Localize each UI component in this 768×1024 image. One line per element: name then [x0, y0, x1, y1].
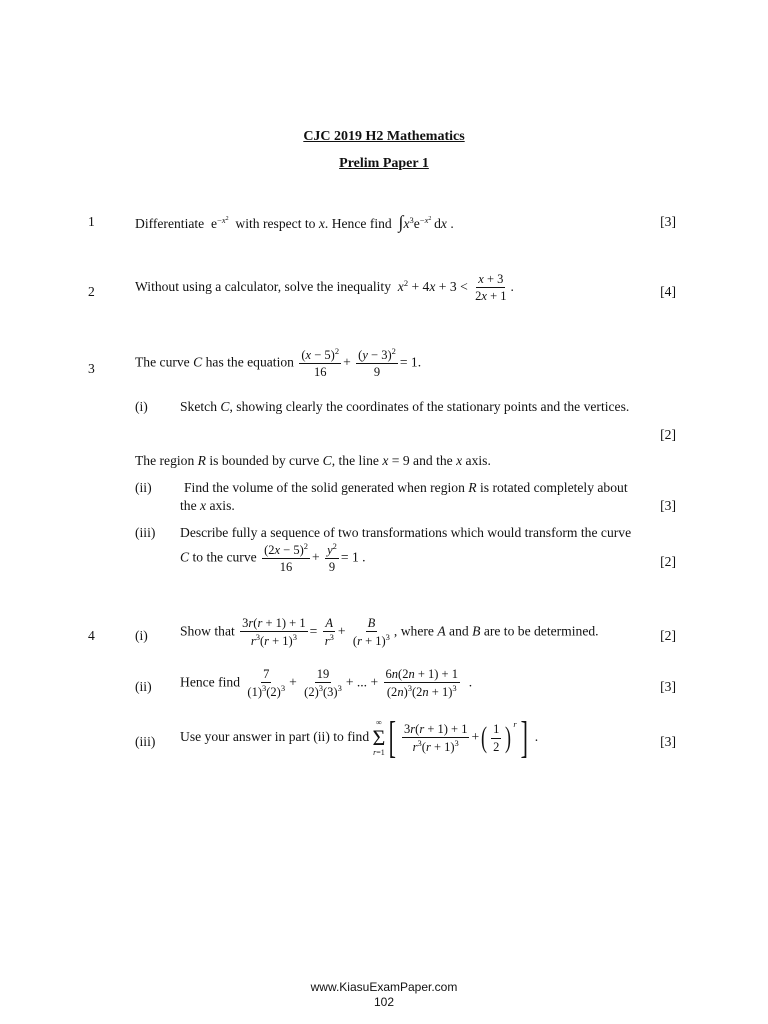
question-4-part-iii-text: Use your answer in part (ii) to find ∞ Σ r=1 [ $\frac{3r(r + 1) + 1}{r^3(r + 1)^3}$ +( $\frac{1}{2}$ ) $^r$] . [180, 713, 539, 762]
question-3-text: The curve C has the equation $\frac{(x - 5)^2}{16}$ + $\frac{(y - 3)^2}{9}$ = 1. [135, 346, 422, 380]
question-3-part-iii-marks: [2] [660, 554, 676, 569]
question-4-part-ii-label: (ii) [135, 679, 152, 694]
question-3-part-i-marks: [2] [660, 427, 676, 442]
question-1-number: 1 [88, 214, 95, 229]
question-4-part-iii-marks: [3] [660, 734, 676, 749]
footer-website: www.KiasuExamPaper.com [310, 980, 458, 994]
question-4-part-i-marks: [2] [660, 628, 676, 643]
question-3-part-i-text: Sketch C, showing clearly the coordinates of the stationary points and the vertices. [180, 399, 630, 414]
question-4-part-iii-label: (iii) [135, 734, 156, 749]
question-3-part-ii-text-cont: the x axis. [180, 498, 235, 513]
question-4-part-ii-text: Hence find $\frac{7}{(1)^3(2)^3}$ + $\frac{19}{(2)^3(3)^3}$ + ... + $\frac{6n(2n + 1) + 1}{(2n)^3(2n + 1)^3}$ . [180, 667, 473, 700]
question-3-part-iii-label: (iii) [135, 525, 156, 540]
question-1-text: Differentiate $e^{-x^2}$ with respect to x. Hence find $\int x^3e^{-x^2}$ dx . [135, 212, 454, 232]
paper-title: CJC 2019 H2 Mathematics [303, 129, 465, 144]
question-3-part-iii-equation: C to the curve $\frac{(2x - 5)^2}{16}$ + $\frac{y^2}{9}$ = 1 . [180, 541, 366, 575]
question-3-part-iii-text: Describe fully a sequence of two transformations which would transform the curve [180, 525, 632, 540]
question-4-part-i-label: (i) [135, 628, 148, 643]
question-4-part-ii-marks: [3] [660, 679, 676, 694]
question-2-marks: [4] [660, 284, 676, 299]
question-3-part-ii-marks: [3] [660, 498, 676, 513]
question-3-number: 3 [88, 361, 95, 376]
question-2-number: 2 [88, 284, 95, 299]
paper-subtitle: Prelim Paper 1 [339, 156, 429, 171]
page-number: 102 [373, 995, 395, 1009]
question-4-number: 4 [88, 628, 95, 643]
question-3-part-ii-label: (ii) [135, 480, 152, 495]
question-3-part-i-label: (i) [135, 399, 148, 414]
question-1-marks: [3] [660, 214, 676, 229]
question-3-region-text: The region R is bounded by curve C, the line x = 9 and the x axis. [135, 453, 491, 468]
question-4-part-i-text: Show that $\frac{3r(r + 1) + 1}{r^3(r + 1)^3}$ = $\frac{A}{r^3}$ + $\frac{B}{(r + 1)^3}$ , where A and B are to be determined. [180, 616, 599, 649]
question-3-part-ii-text: Find the volume of the solid generated when region R is rotated completely about [184, 480, 628, 495]
question-2-text: Without using a calculator, solve the inequality $x^2 + 4x + 3$ < $\frac{x + 3}{2x + 1}$ . [135, 272, 514, 304]
